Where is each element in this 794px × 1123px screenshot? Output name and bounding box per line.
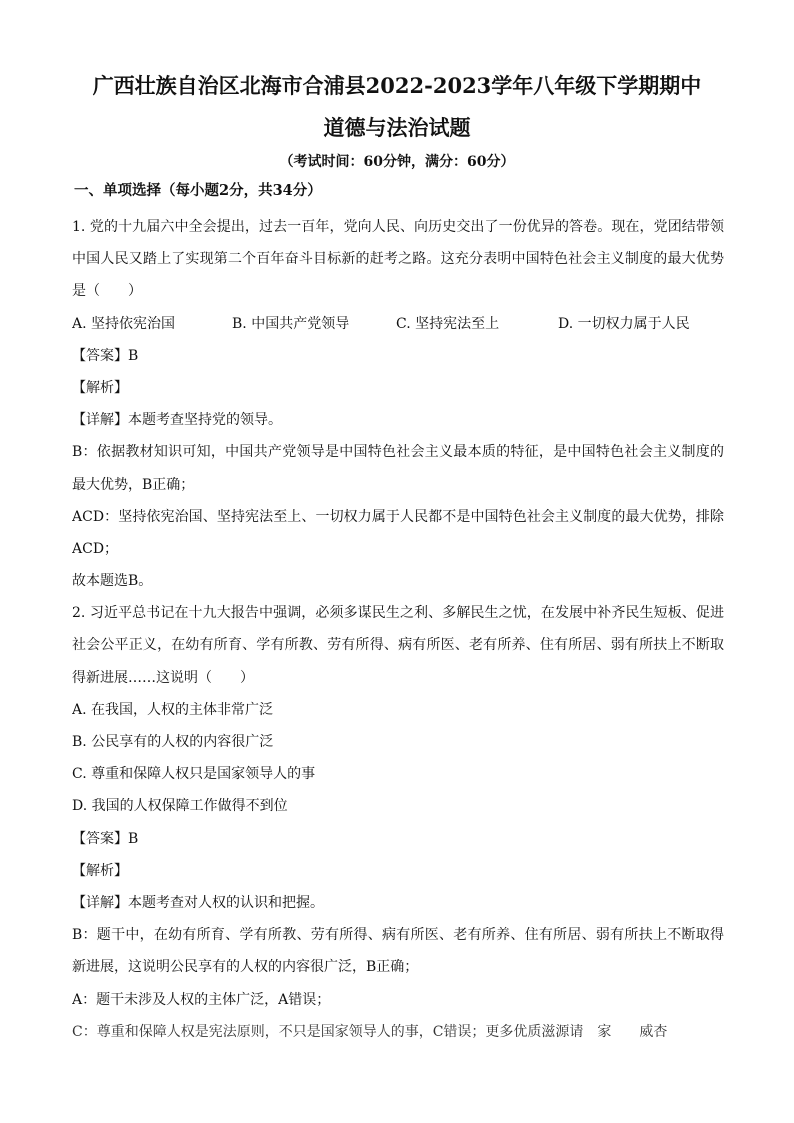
q1-option-c: C. 坚持宪法至上 bbox=[396, 315, 500, 332]
q1-explanation-line: 最大优势，B正确； bbox=[72, 476, 195, 493]
q1-stem-line: 1. 党的十九届六中全会提出，过去一百年，党向人民、向历史交出了一份优异的答卷。现在，党团结带领 bbox=[72, 219, 724, 235]
q1-stem-line: 是（ ） bbox=[72, 283, 142, 300]
q2-explanation-line: A：题干未涉及人权的主体广泛，A错误； bbox=[72, 991, 331, 1008]
q2-stem-line: 社会公平正义，在幼有所育、学有所教、劳有所得、病有所医、老有所养、住有所居、弱有所扶上不断取 bbox=[72, 637, 724, 654]
section-heading: 一、单项选择（每小题2分，共34分） bbox=[74, 182, 322, 199]
q1-options bbox=[72, 308, 724, 340]
exam-title-line1: 广西壮族自治区北海市合浦县2022-2023学年八年级下学期期中 bbox=[92, 73, 702, 98]
q2-stem-line: 2. 习近平总书记在十九大报告中强调，必须多谋民生之利、多解民生之忧，在发展中补齐民生短板、促进 bbox=[72, 605, 724, 622]
q1-analysis-label: 【解析】 bbox=[72, 379, 128, 396]
q2-explanation-line: 新进展，这说明公民享有的人权的内容很广泛，B正确； bbox=[72, 959, 419, 976]
q2-option-d: D. 我国的人权保障工作做得不到位 bbox=[72, 798, 288, 815]
q1-stem-line: 中国人民又踏上了实现第二个百年奋斗目标新的赶考之路。这充分表明中国特色社会主义制度的最大优势 bbox=[72, 251, 724, 268]
q2-analysis-label: 【解析】 bbox=[72, 862, 128, 879]
q2-option-b: B. 公民享有的人权的内容很广泛 bbox=[72, 734, 274, 750]
q2-explanation-line: B：题干中，在幼有所育、学有所教、劳有所得、病有所医、老有所养、住有所居、弱有所扶上不断取得 bbox=[72, 927, 724, 944]
q1-option-a: A. 坚持依宪治国 bbox=[72, 315, 176, 332]
q1-detail-text: 本题考查坚持党的领导。 bbox=[128, 412, 282, 429]
q1-option-d: D. 一切权力属于人民 bbox=[558, 315, 690, 332]
q1-detail bbox=[72, 404, 724, 436]
q1-explanation-line: B：依据教材知识可知，中国共产党领导是中国特色社会主义最本质的特征，是中国特色社会主义制度的 bbox=[72, 444, 724, 461]
q2-explanation-line: C：尊重和保障人权是宪法原则，不只是国家领导人的事，C错误；更多优质滋源请 家 威杏 bbox=[72, 1023, 668, 1040]
detail-label: 【详解】 bbox=[72, 412, 128, 429]
q1-answer bbox=[72, 340, 724, 372]
q2-detail bbox=[72, 887, 724, 919]
exam-title-line2: 道德与法治试题 bbox=[323, 115, 471, 140]
q2-answer bbox=[72, 823, 724, 855]
exam-info: （考试时间：60分钟，满分：60分） bbox=[279, 154, 515, 170]
q2-answer-value: B bbox=[128, 830, 139, 847]
question-content bbox=[72, 211, 724, 1048]
q2-option-a: A. 在我国，人权的主体非常广泛 bbox=[72, 701, 274, 718]
q1-conclusion: 故本题选B。 bbox=[72, 573, 153, 590]
q1-explanation-line: ACD：坚持依宪治国、坚持宪法至上、一切权力属于人民都不是中国特色社会主义制度的最大优势，排除 bbox=[72, 508, 724, 525]
answer-label: 【答案】 bbox=[72, 830, 128, 847]
q1-explanation-line: ACD； bbox=[72, 540, 119, 557]
detail-label: 【详解】 bbox=[72, 894, 128, 911]
answer-label: 【答案】 bbox=[72, 347, 128, 364]
q2-stem-line: 得新进展……这说明（ ） bbox=[72, 669, 254, 686]
q1-answer-value: B bbox=[128, 347, 139, 364]
q2-detail-text: 本题考查对人权的认识和把握。 bbox=[128, 894, 324, 911]
q1-option-b: B. 中国共产党领导 bbox=[232, 315, 350, 332]
q2-option-c: C. 尊重和保障人权只是国家领导人的事 bbox=[72, 766, 316, 783]
